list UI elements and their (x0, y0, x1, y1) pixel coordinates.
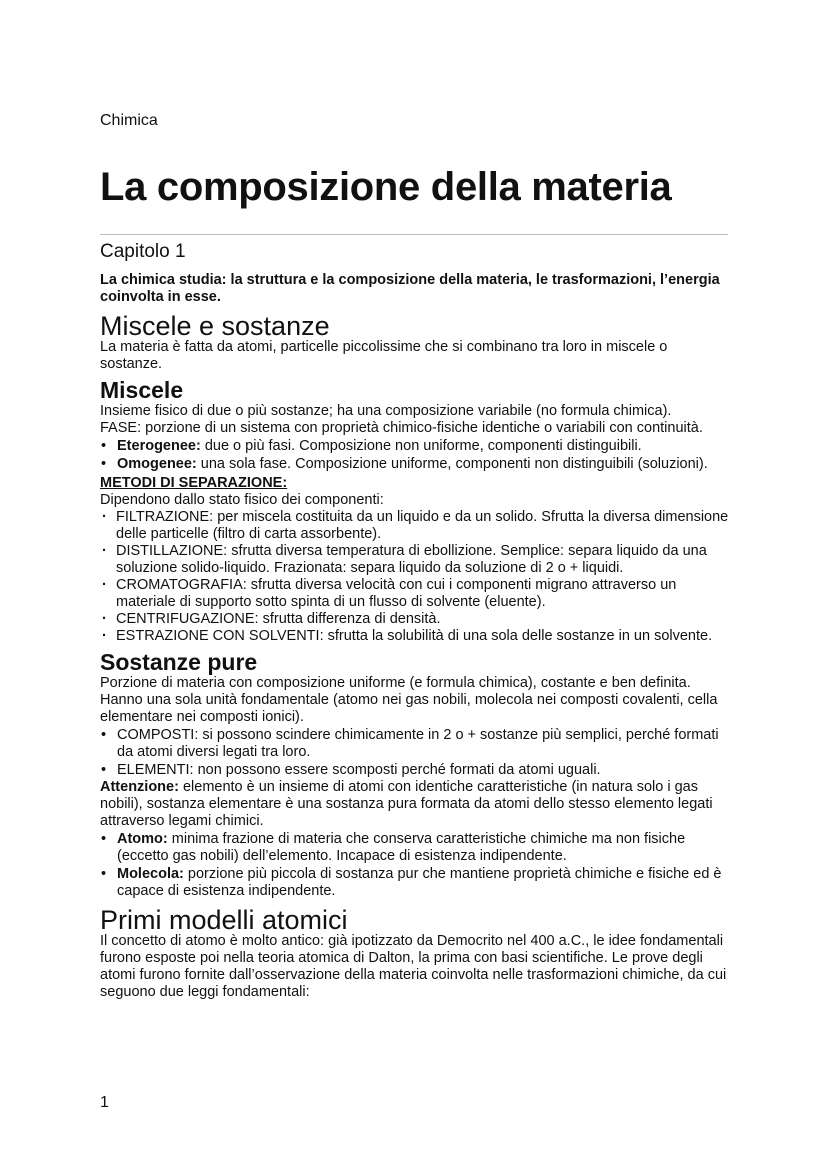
page-title: La composizione della materia (100, 165, 672, 209)
section-heading: Primi modelli atomici (100, 905, 348, 935)
intro-text: La chimica studia: la struttura e la composizione della materia, le trasformazioni, l’energia coinvolta in esse. (100, 272, 720, 305)
list-item (100, 866, 732, 900)
paragraph: Insieme fisico di due o più sostanze; ha una composizione variabile (no formula chimica). (100, 403, 672, 419)
chapter-label: Capitolo 1 (100, 241, 186, 262)
definition: minima frazione di materia che conserva caratteristiche chimiche ma non fisiche (eccetto gas nobili) dell’elemento. Incapace di esistenza indipendente. (117, 831, 686, 864)
term: Atomo: (117, 831, 168, 847)
subject-label: Chimica (100, 112, 158, 129)
bullet-list (100, 727, 732, 779)
term: Eterogenee: (117, 438, 201, 454)
paragraph: La materia è fatta da atomi, particelle piccolissime che si combinano tra loro in miscele o sostanze. (100, 339, 668, 372)
page-number: 1 (100, 1094, 109, 1111)
term: Omogenee: (117, 456, 197, 472)
list-item (100, 831, 732, 865)
list-item: · DISTILLAZIONE: sfrutta diversa temperatura di ebollizione. Semplice: separa liquido da una soluzione solido-liquido. Frazionata: separa liquido da soluzione di 2 o + liquidi. (100, 543, 732, 577)
title-divider (100, 234, 728, 235)
list-item: · FILTRAZIONE: per miscela costituita da un liquido e da un solido. Sfrutta la diversa dimensione delle particelle (filtro di carta assorbente). (100, 509, 732, 543)
list-item (100, 456, 732, 473)
section-heading: Miscele e sostanze (100, 311, 330, 341)
paragraph: Porzione di materia con composizione uniforme (e formula chimica), costante e ben definita. Hanno una sola unità fondamentale (atomo nei gas nobili, molecola nei composti covalenti, cella elementare nei composti ionici). (100, 675, 718, 725)
list-item: · CENTRIFUGAZIONE: sfrutta differenza di densità. (100, 611, 732, 628)
definition: una sola fase. Composizione uniforme, componenti non distinguibili (soluzioni). (196, 456, 708, 472)
definition: due o più fasi. Composizione non uniforme, componenti distinguibili. (200, 438, 642, 454)
paragraph (100, 779, 732, 830)
list-item: · CROMATOGRAFIA: sfrutta diversa velocità con cui i componenti migrano attraverso un materiale di supporto sotto spinta di un flusso di solvente (eluente). (100, 577, 732, 611)
paragraph: Il concetto di atomo è molto antico: già ipotizzato da Democrito nel 400 a.C., le idee fondamentali furono esposte poi nella teoria atomica di Dalton, la prima con basi scientifiche. Le prove degli atomi furono fornite dall’osservazione della materia coinvolta nelle trasformazioni chimiche, da cui seguono due leggi fondamentali: (100, 933, 727, 1000)
term: Attenzione: (100, 779, 179, 795)
methods-heading: METODI DI SEPARAZIONE: (100, 475, 288, 491)
document-page (100, 111, 732, 1001)
subsection-heading: Sostanze pure (100, 649, 258, 675)
definition: elemento è un insieme di atomi con identiche caratteristiche (in natura solo i gas nobili), sostanza elementare è una sostanza pura formata da atomi dello stesso elemento legati attraverso legami chimici. (100, 779, 713, 829)
list-item (100, 438, 732, 455)
bullet-list (100, 831, 732, 900)
subsection-heading: Miscele (100, 377, 184, 403)
paragraph: FASE: porzione di un sistema con proprietà chimico-fisiche identiche o variabili con continuità. (100, 420, 703, 436)
definition: porzione più piccola di sostanza pur che mantiene proprietà chimiche e fisiche ed è capace di esistenza indipendente. (117, 866, 722, 899)
list-item: • COMPOSTI: si possono scindere chimicamente in 2 o + sostanze più semplici, perché formati da atomi diversi legati tra loro. (100, 727, 732, 761)
bullet-list (100, 438, 732, 473)
list-item: • ELEMENTI: non possono essere scomposti perché formati da atomi uguali. (100, 762, 732, 779)
list-item: · ESTRAZIONE CON SOLVENTI: sfrutta la solubilità di una sola delle sostanze in un solvente. (100, 628, 732, 645)
methods-list (100, 509, 732, 645)
paragraph: Dipendono dallo stato fisico dei componenti: (100, 492, 384, 508)
term: Molecola: (117, 866, 184, 882)
